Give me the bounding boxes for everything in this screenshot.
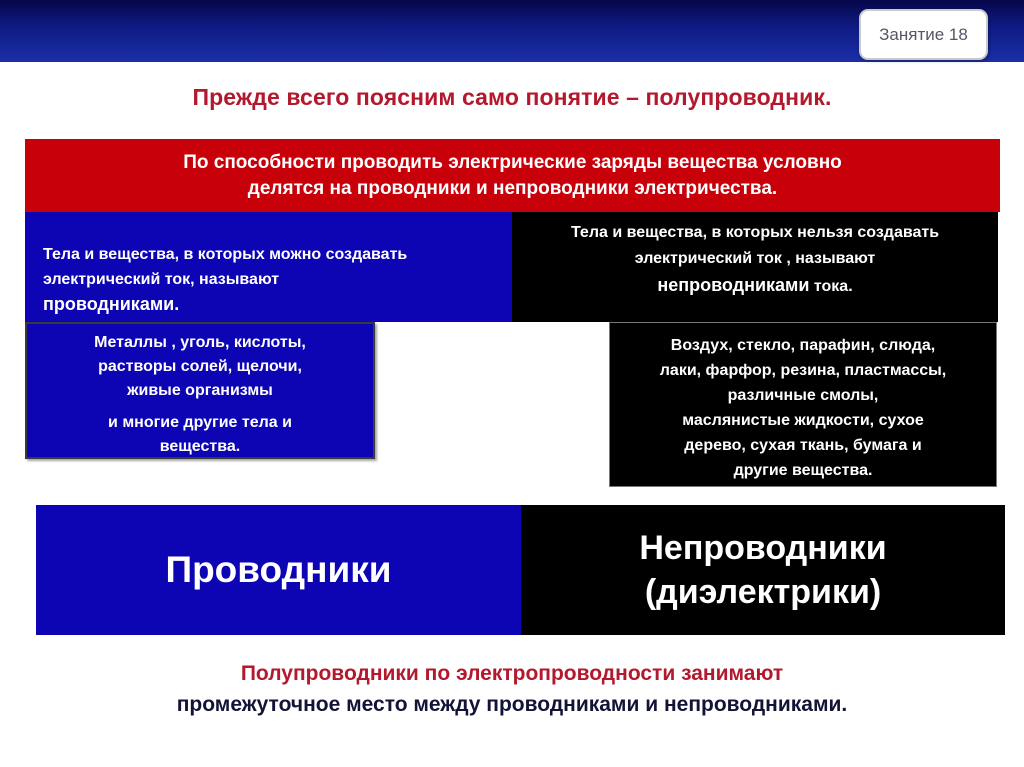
intro-line-2: делятся на проводники и непроводники электричества. (247, 177, 778, 199)
slide-title: Прежде всего поясним само понятие – полупроводник. (192, 84, 832, 110)
insulator-ex-line-2: лаки, фарфор, резина, пластмассы, (659, 362, 947, 379)
conclusion-text (0, 658, 1024, 720)
insulator-def-suffix: тока. (809, 278, 853, 295)
conductor-ex-line-3: живые организмы (127, 382, 273, 399)
conductor-ex-line-2: растворы солей, щелочи, (98, 358, 302, 375)
insulator-def-line-1: Тела и вещества, в которых нельзя создавать (570, 224, 940, 241)
conclusion-line-2: промежуточное место между проводниками и непроводниками. (176, 693, 848, 716)
insulator-ex-line-3: различные смолы, (727, 387, 879, 404)
conductor-examples-box (25, 322, 375, 459)
conductor-def-line-1: Тела и вещества, в которых можно создавать (43, 246, 408, 263)
insulator-ex-line-5: дерево, сухая ткань, бумага и (684, 437, 922, 454)
lesson-badge-label: Занятие 18 (879, 24, 968, 44)
insulator-examples-box (609, 322, 997, 487)
intro-line-1: По способности проводить электрические заряды вещества условно (183, 151, 842, 173)
insulator-definition-box (512, 212, 998, 322)
insulator-def-line-2: электрический ток , называют (634, 250, 876, 267)
conductor-def-line-2: электрический ток, называют (43, 271, 280, 288)
conductor-ex-line-4: и многие другие тела и (108, 414, 292, 431)
insulator-ex-line-4: маслянистые жидкости, сухое (682, 412, 924, 429)
conductors-label: Проводники (165, 549, 392, 590)
conductor-ex-line-1: Металлы , уголь, кислоты, (94, 334, 306, 351)
insulator-ex-line-6: другие вещества. (733, 462, 873, 479)
dielectrics-label: (диэлектрики) (644, 573, 882, 611)
conductor-ex-line-5: вещества. (159, 438, 241, 455)
conductor-def-term: проводниками. (43, 294, 180, 314)
insulator-ex-line-1: Воздух, стекло, парафин, слюда, (670, 337, 936, 354)
conclusion-line-1: Полупроводники по электропроводности занимают (240, 662, 784, 685)
lesson-badge (859, 9, 988, 60)
insulator-def-term: непроводниками (657, 275, 810, 295)
insulators-category-box (521, 505, 1005, 635)
intro-box (25, 139, 1000, 212)
conductors-category-box (36, 505, 521, 635)
insulators-label: Непроводники (639, 529, 887, 567)
conductor-definition-box (25, 212, 512, 322)
